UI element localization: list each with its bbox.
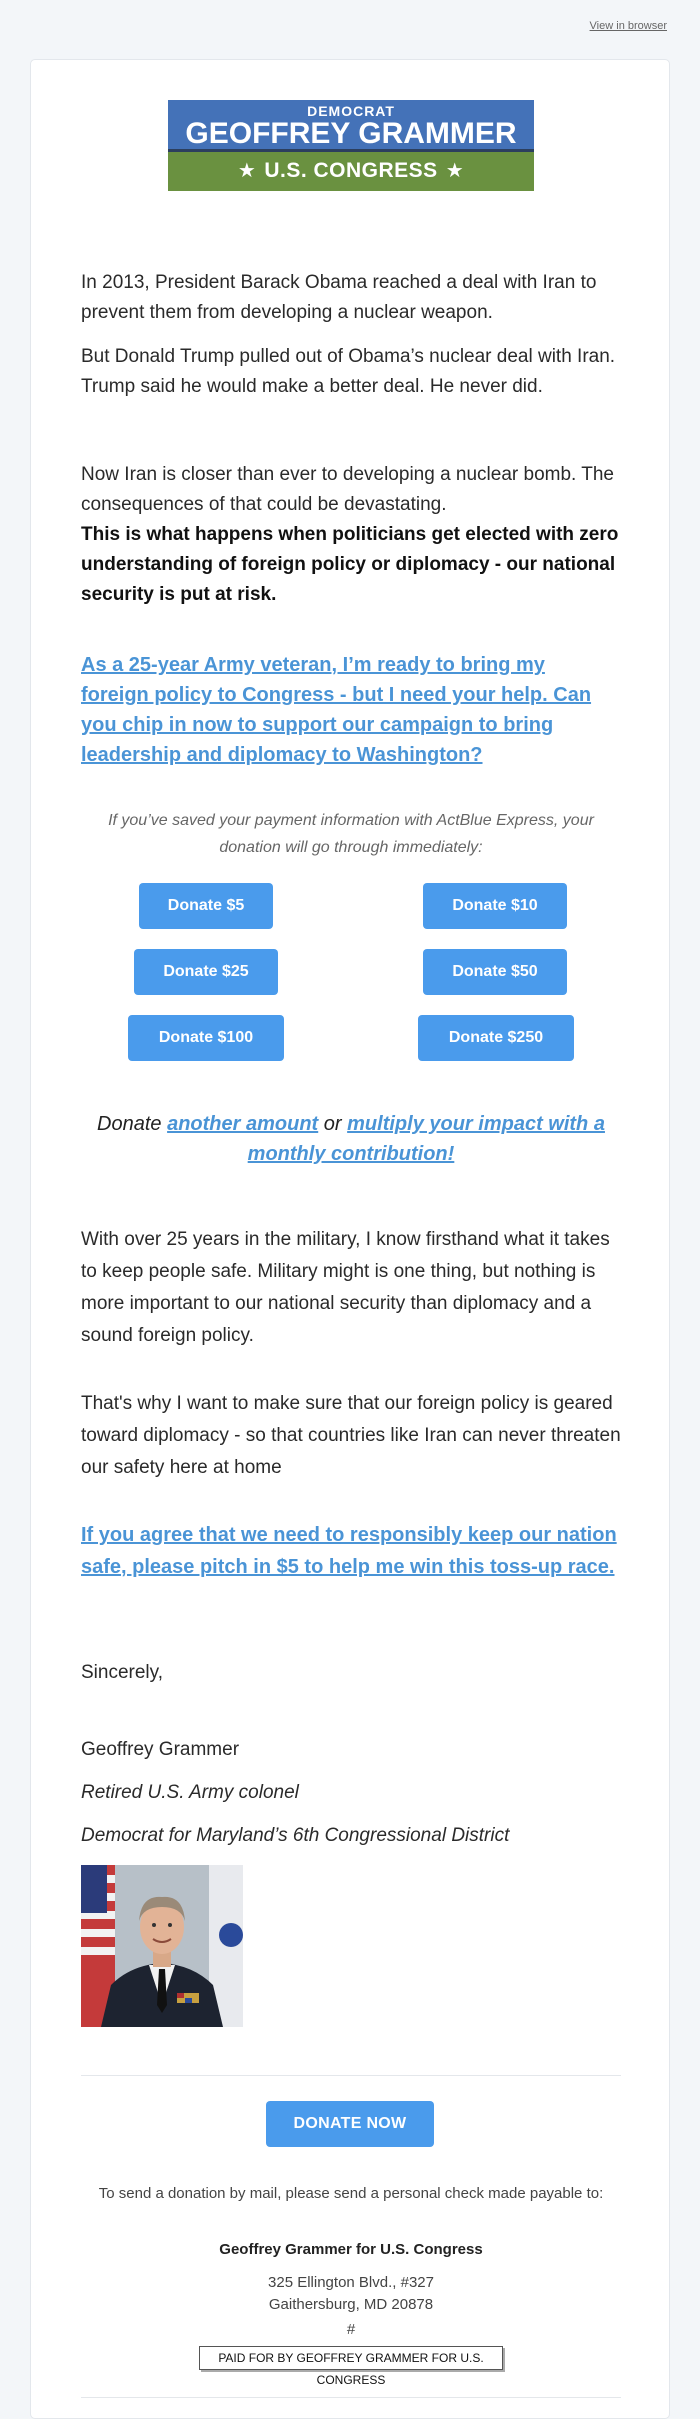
body-2-paragraph-1-wrap	[81, 1224, 626, 1352]
actblue-express-note: If you’ve saved your payment information with ActBlue Express, your donation will go through immediately:	[108, 812, 594, 856]
intro-paragraph-3: Now Iran is closer than ever to developing a nuclear bomb. The consequences of that could be devastating.	[81, 464, 615, 515]
email-card	[30, 59, 670, 2419]
donate-more-or: or	[323, 1113, 342, 1135]
donate-250-button[interactable]: Donate $250	[418, 1015, 574, 1061]
intro-paragraph-3-wrap	[81, 460, 626, 610]
signature-closing: Sincerely,	[81, 1662, 164, 1683]
intro-section	[81, 268, 626, 328]
donate-100-button[interactable]: Donate $100	[128, 1015, 284, 1061]
star-icon: ★	[445, 160, 465, 182]
donate-more-wrap	[76, 1109, 626, 1169]
donate-5-button[interactable]: Donate $5	[139, 883, 273, 929]
portrait-illustration	[81, 1865, 243, 2027]
signature-closing-wrap	[81, 1658, 626, 1688]
ask-1-wrap	[81, 650, 611, 770]
body-2-paragraph-2: That's why I want to make sure that our foreign policy is geared toward diplomacy - so that countries like Iran can never threaten our safety here at home	[81, 1393, 621, 1478]
another-amount-link[interactable]: another amount	[167, 1113, 319, 1135]
logo-office: U.S. CONGRESS	[264, 159, 438, 182]
divider	[81, 2075, 621, 2076]
star-icon: ★	[237, 160, 257, 182]
intro-paragraph-1: In 2013, President Barack Obama reached a deal with Iran to prevent them from developing a nuclear weapon.	[81, 272, 597, 323]
paid-for-disclaimer: PAID FOR BY GEOFFREY GRAMMER FOR U.S. CONGRESS	[199, 2346, 503, 2370]
address-line-1: 325 Ellington Blvd., #327	[268, 2274, 434, 2291]
donate-50-button[interactable]: Donate $50	[423, 949, 567, 995]
body-2-paragraph-2-wrap	[81, 1388, 626, 1484]
donate-25-button[interactable]: Donate $25	[134, 949, 278, 995]
campaign-logo	[168, 100, 534, 191]
logo-top-band	[168, 100, 534, 152]
logo-name: GEOFFREY GRAMMER	[185, 117, 517, 150]
monthly-contribution-link[interactable]: multiply your impact with a monthly contribution!	[247, 1113, 605, 1165]
logo-party: DEMOCRAT	[307, 103, 395, 119]
donate-more-prefix: Donate	[97, 1113, 162, 1135]
footer-divider	[81, 2397, 621, 2398]
donate-ask-link-2[interactable]: If you agree that we need to responsibly keep our nation safe, please pitch in $5 to help me win this toss-up race.	[81, 1524, 617, 1578]
payee-name: Geoffrey Grammer for U.S. Congress	[219, 2241, 483, 2258]
intro-paragraph-3-bold: This is what happens when politicians get elected with zero understanding of foreign policy or diplomacy - our national security is put at risk.	[81, 524, 619, 605]
address-wrap	[91, 2272, 611, 2316]
signature-block	[81, 1728, 626, 1857]
donate-ask-link-1[interactable]: As a 25-year Army veteran, I’m ready to bring my foreign policy to Congress - but I need your help. Can you chip in now to support our campaign to bring leadership and diplomacy to Washington?	[81, 654, 592, 766]
ask-2-wrap	[81, 1519, 626, 1583]
signature-role: Democrat for Maryland’s 6th Congressional District	[81, 1825, 510, 1846]
donate-now-button[interactable]: DONATE NOW	[266, 2101, 434, 2147]
donate-10-button[interactable]: Donate $10	[423, 883, 567, 929]
donate-more-line	[76, 1109, 626, 1169]
signature-name: Geoffrey Grammer	[81, 1739, 240, 1760]
intro-paragraph-2: But Donald Trump pulled out of Obama’s nuclear deal with Iran. Trump said he would make a better deal. He never did.	[81, 346, 616, 397]
mail-donation-text: To send a donation by mail, please send a personal check made payable to:	[98, 2185, 604, 2202]
footer-hash: #	[346, 2321, 356, 2338]
address-line-2: Gaithersburg, MD 20878	[268, 2296, 434, 2313]
mail-info	[91, 2183, 611, 2205]
hash-wrap	[91, 2319, 611, 2341]
payee-wrap	[91, 2239, 611, 2261]
intro-paragraph-2-wrap	[81, 342, 626, 402]
logo-bottom-band	[168, 152, 534, 191]
express-note-wrap	[91, 807, 611, 861]
view-in-browser-link[interactable]: View in browser	[589, 20, 667, 32]
candidate-portrait	[81, 1865, 243, 2027]
signature-title: Retired U.S. Army colonel	[81, 1782, 299, 1803]
body-2-paragraph-1: With over 25 years in the military, I know firsthand what it takes to keep people safe. Military might is one thing, but nothing is more important to our national security than diplomacy and a sound foreign policy.	[81, 1229, 610, 1346]
